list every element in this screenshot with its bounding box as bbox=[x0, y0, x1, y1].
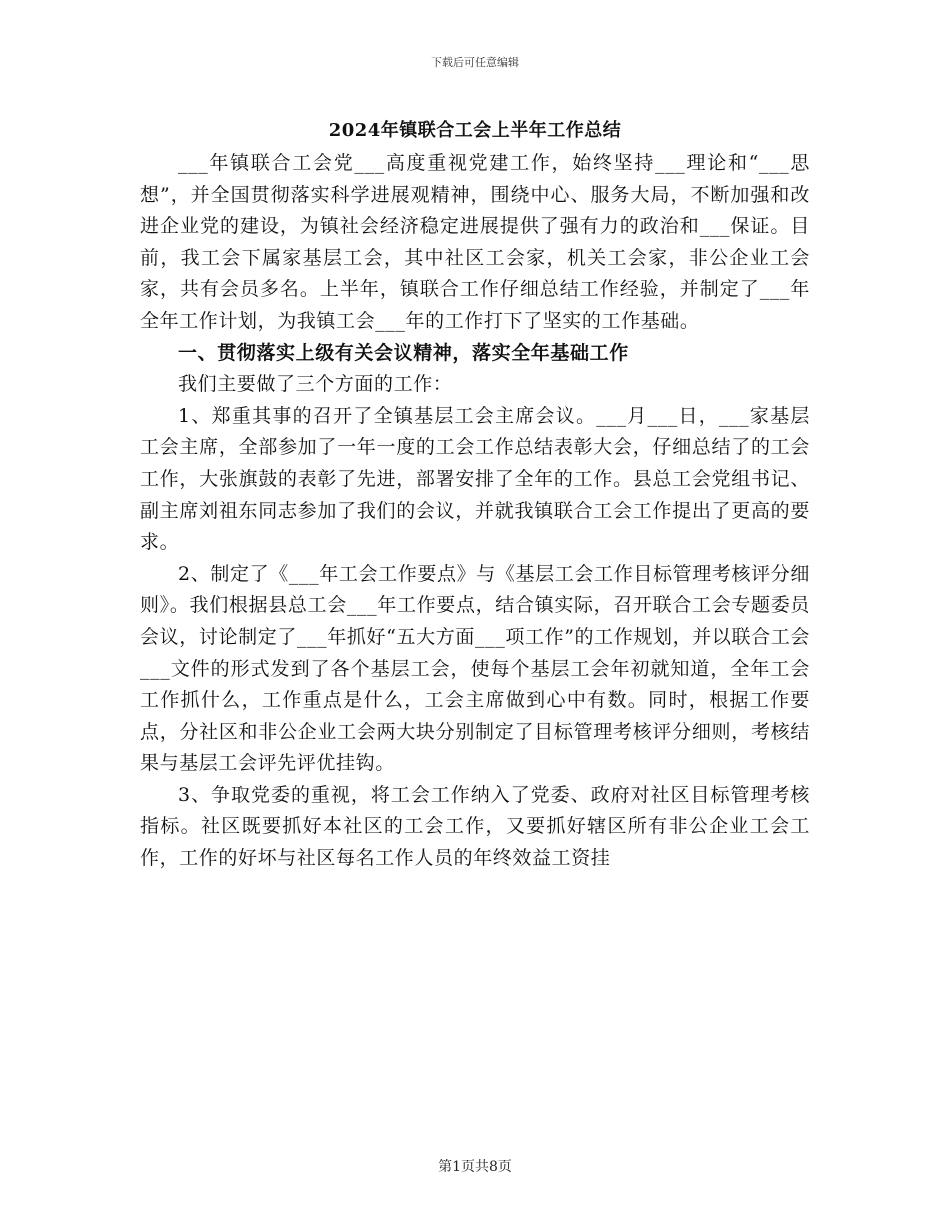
section-heading: 一、贯彻落实上级有关会议精神，落实全年基础工作 bbox=[178, 341, 629, 364]
document-body bbox=[140, 148, 810, 875]
header-note: 下载后可任意编辑 bbox=[431, 56, 519, 69]
paragraph-item-2: 2、制定了《___年工会工作要点》与《基层工会工作目标管理考核评分细则》。我们根据县总工会___年工作要点，结合镇实际，召开联合工会专题委员会议，讨论制定了___年抓好“五大方面___项工作”的工作规划，并以联合工会___文件的形式发到了各个基层工会，使每个基层工会年初就知道，全年工会工作抓什么，工作重点是什么，工会主席做到心中有数。同时，根据工作要点，分社区和非公企业工会两大块分别制定了目标管理考核评分细则，考核结果与基层工会评先评优挂钩。 bbox=[140, 562, 810, 775]
document-title: 2024年镇联合工会上半年工作总结 bbox=[328, 120, 622, 141]
paragraph-item-1: 1、郑重其事的召开了全镇基层工会主席会议。___月___日，___家基层工会主席，全部参加了一年一度的工会工作总结表彰大会，仔细总结了的工会工作，大张旗鼓的表彰了先进，部署安排了全年的工作。县总工会党组书记、副主席刘祖东同志参加了我们的会议，并就我镇联合工会工作提出了更高的要求。 bbox=[140, 404, 810, 554]
paragraph-intro: ___年镇联合工会党___高度重视党建工作，始终坚持___理论和“___思想”，并全国贯彻落实科学进展观精神，围绕中心、服务大局，不断加强和改进企业党的建设，为镇社会经济稳定进展提供了强有力的政治和___保证。目前，我工会下属家基层工会，其中社区工会家，机关工会家，非公企业工会家，共有会员多名。上半年，镇联合工作仔细总结工作经验，并制定了___年全年工作计划，为我镇工会___年的工作打下了坚实的工作基础。 bbox=[140, 152, 810, 332]
paragraph-overview: 我们主要做了三个方面的工作： bbox=[178, 373, 453, 396]
page-footer: 第1页共8页 bbox=[438, 1159, 512, 1175]
paragraph-item-3: 3、争取党委的重视，将工会工作纳入了党委、政府对社区目标管理考核指标。社区既要抓好本社区的工会工作，又要抓好辖区所有非公企业工会工作，工作的好坏与社区每名工作人员的年终效益工资挂 bbox=[140, 783, 810, 870]
